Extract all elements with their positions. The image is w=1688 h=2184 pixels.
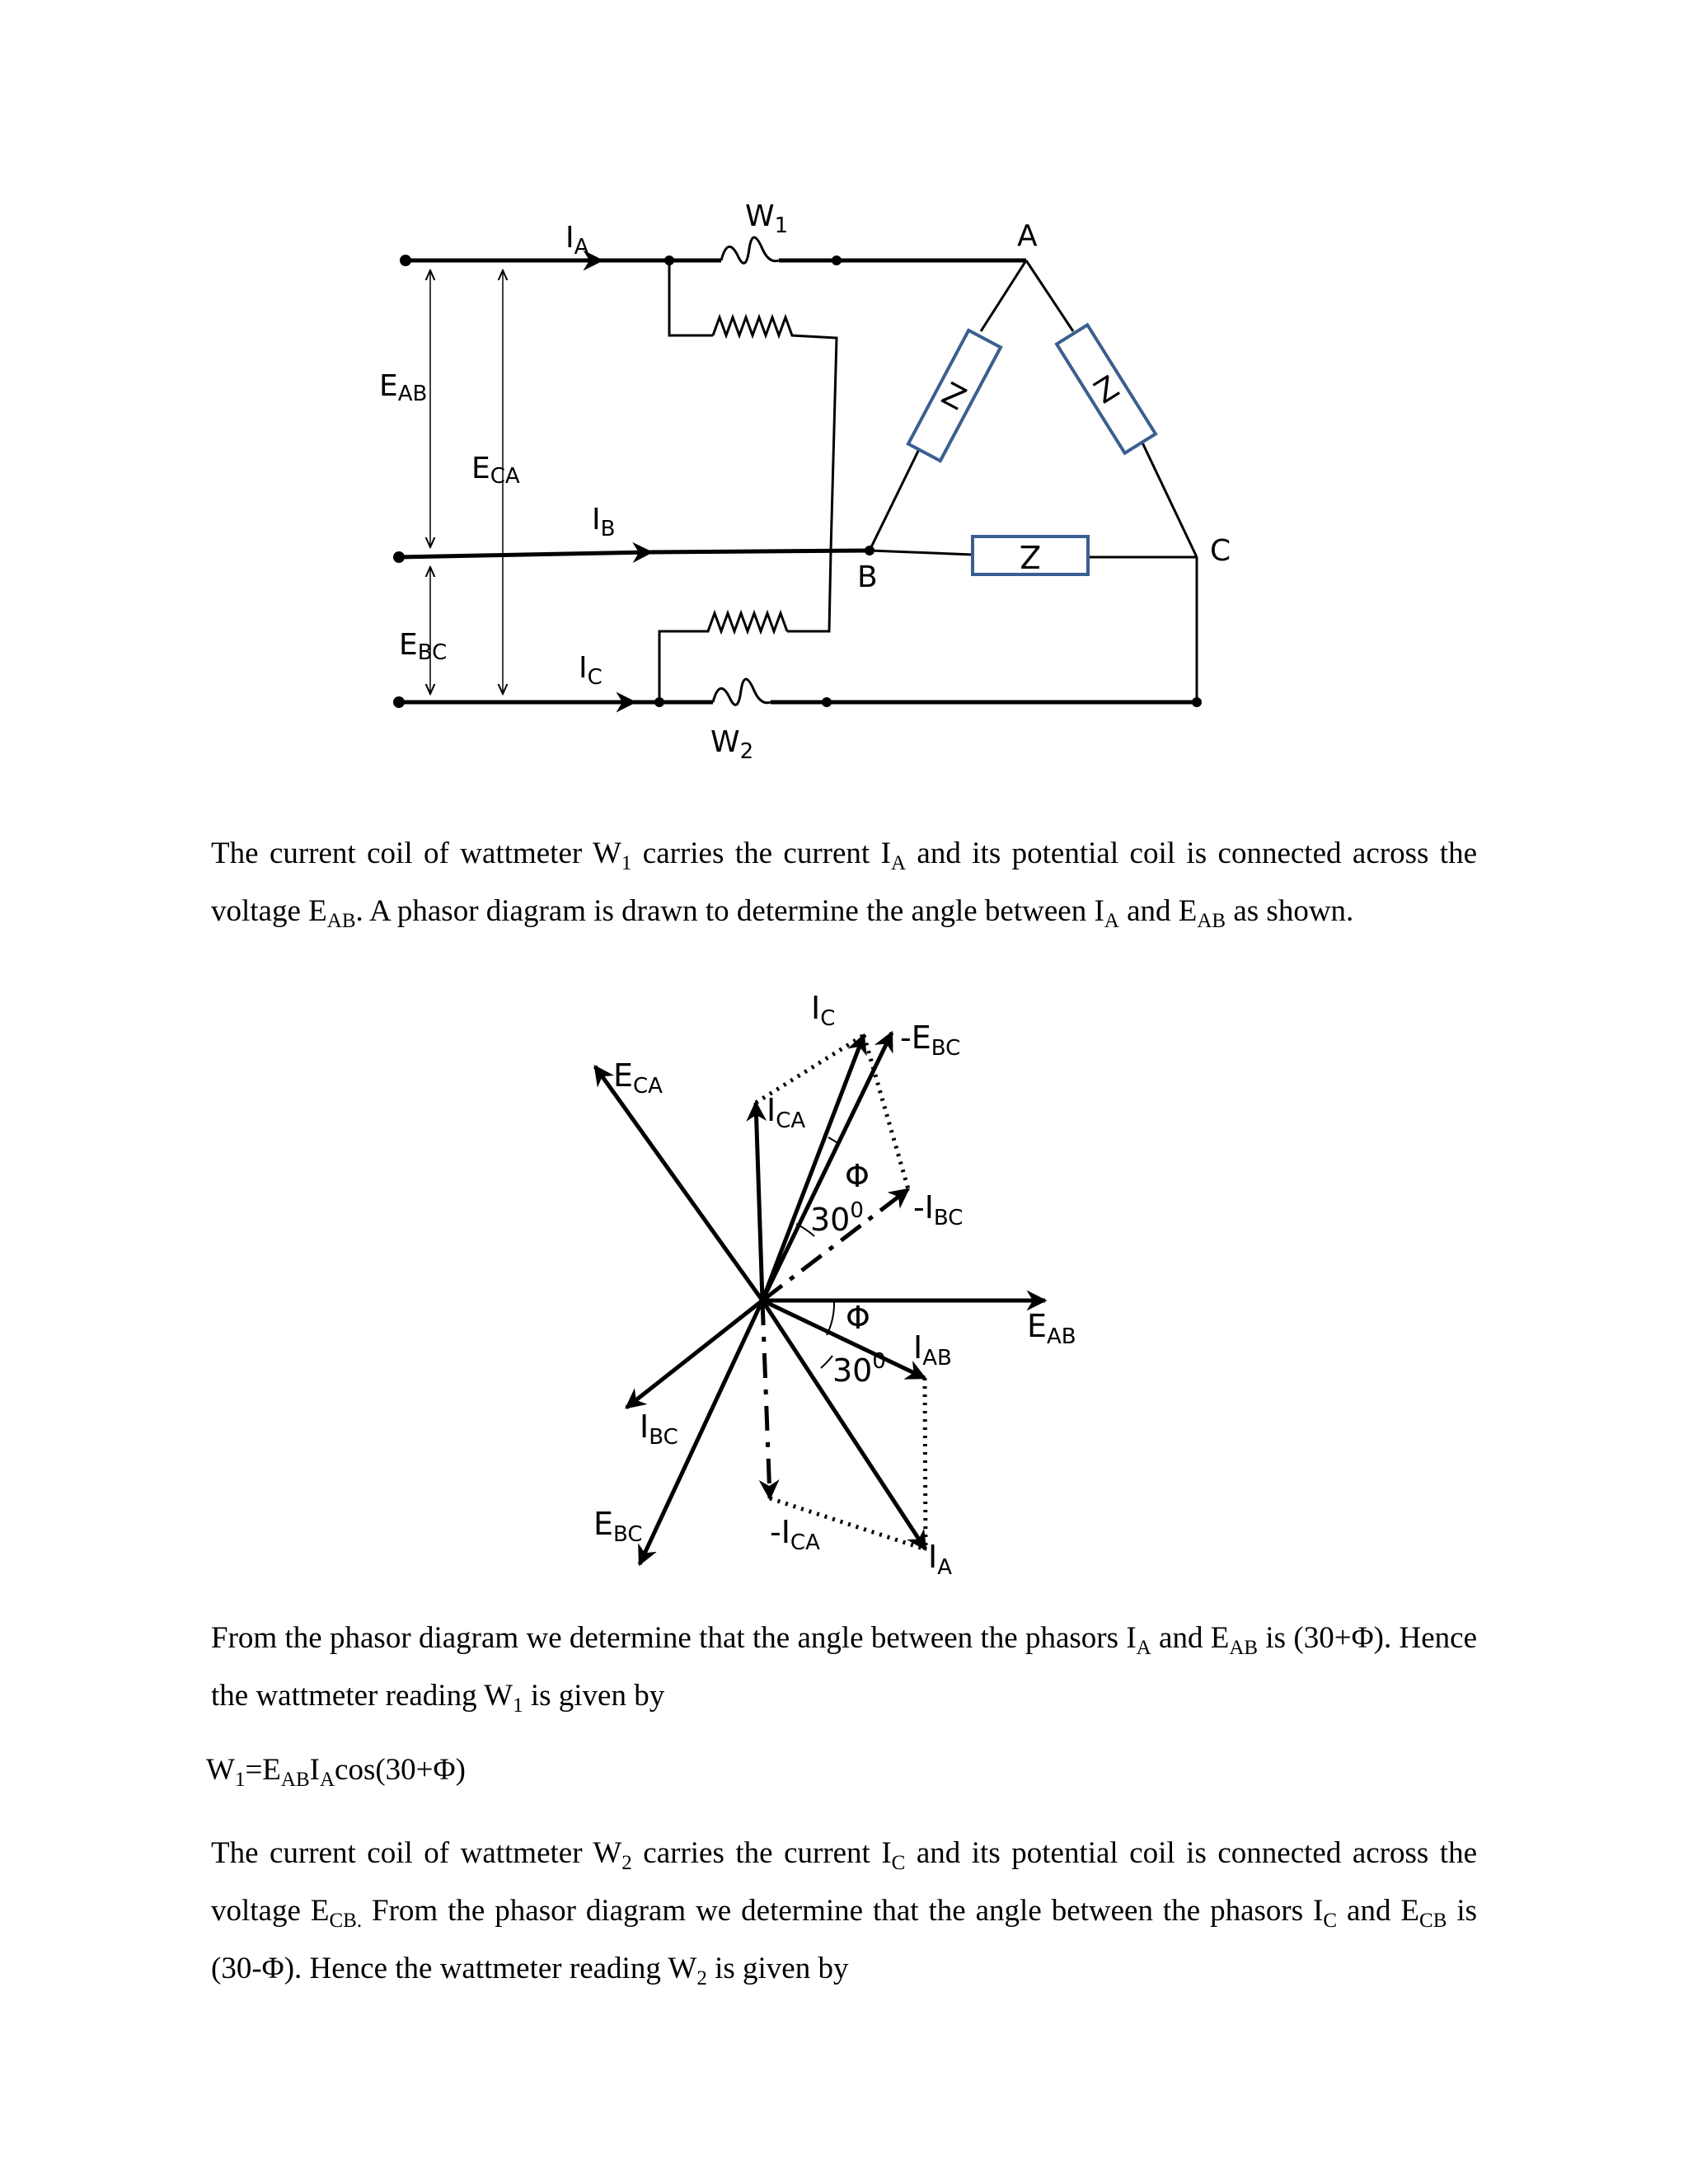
plabel-phi-lower: Φ (846, 1300, 870, 1336)
plabel-30-upper: $30^0$ (810, 1198, 864, 1238)
label-w2: $W_2$ (710, 725, 754, 764)
junction-w2-left (654, 697, 664, 707)
plabel-phi-upper: Φ (845, 1158, 870, 1194)
delta-ac-lower (1142, 441, 1197, 557)
phasor-diagram (595, 1033, 1045, 1564)
phasor-neg-ebc (762, 1033, 892, 1301)
delta-ab-upper (981, 260, 1026, 331)
dotted-ic-to-neg-ibc (864, 1035, 908, 1189)
phasor-ibc (626, 1301, 762, 1408)
label-w1: $W_1$ (745, 199, 789, 238)
plabel-neg-ibc: $-I_{BC}$ (913, 1189, 964, 1230)
line-b-cont (651, 551, 870, 552)
paragraph-phasor-result: From the phasor diagram we determine that the angle between the phasors $I_A$ and $E_{AB}$ is (30+Φ). Hence the wattmeter reading $W_1$ is given by (211, 1621, 1477, 1717)
plabel-neg-ebc: $-E_{BC}$ (900, 1019, 961, 1061)
plabel-neg-ica: $-I_{CA}$ (770, 1514, 820, 1555)
plabel-ica: $I_{CA}$ (767, 1092, 806, 1133)
circuit-labels (379, 199, 1231, 764)
junction-b (865, 546, 874, 555)
delta-ac-upper (1026, 260, 1073, 331)
terminal-a (400, 255, 411, 266)
plabel-ibc: $I_{BC}$ (640, 1408, 678, 1450)
svg-text:Z: Z (935, 375, 973, 418)
paragraph-w2: The current coil of wattmeter $W_2$ carries the current $I_C$ and its potential coil is connected across the voltage $E_{CB.}$ From the phasor diagram we determine that the angle between the phasors $I_C$ and $E_{CB}$ is (30-Φ). Hence the wattmeter reading $W_2$ is given by (211, 1836, 1478, 1990)
plabel-eab: $E_{AB}$ (1027, 1308, 1076, 1349)
terminal-b (393, 551, 405, 563)
plabel-ebc: $E_{BC}$ (593, 1506, 643, 1547)
junction-w2-right (822, 697, 832, 707)
w1-current-coil (721, 237, 779, 263)
line-b (399, 552, 651, 557)
w1-potential-coil (713, 317, 837, 551)
plabel-ia: $I_A$ (928, 1539, 953, 1580)
label-eca: ECA (471, 452, 520, 489)
paragraph-w1: The current coil of wattmeter $W_1$ carries the current $I_A$ and its potential coil is connected across the voltage $E_{AB}$. A phasor diagram is drawn to determine the angle between $I_A$ and $E_{AB}$ as shown. (211, 837, 1477, 932)
label-node-b: B (857, 560, 878, 594)
junction-w1-right (832, 255, 842, 265)
w2-current-coil (713, 679, 771, 705)
junction-w1-left (664, 255, 674, 265)
phasor-eca (595, 1066, 762, 1301)
w2-potential-tap (787, 551, 831, 631)
label-node-c: C (1210, 534, 1231, 568)
plabel-iab: $I_{AB}$ (913, 1329, 952, 1371)
svg-text:Z: Z (1019, 538, 1042, 574)
phasor-ica (756, 1103, 762, 1301)
phasor-neg-ica (762, 1301, 770, 1498)
terminal-c (393, 696, 405, 708)
plabel-30-lower: $30^0$ (832, 1349, 886, 1389)
delta-ab-lower (870, 441, 923, 551)
delta-bc-left (870, 551, 973, 555)
phasor-labels (593, 990, 1076, 1580)
label-node-a: A (1017, 219, 1038, 253)
junction-c (1192, 697, 1202, 707)
label-eab: EAB (379, 369, 428, 406)
plabel-eca: $E_{CA}$ (613, 1057, 663, 1099)
w1-potential-tap (669, 260, 713, 335)
formula-w1: $W_1=E_{AB}I_A\cos(30+\Phi)$ (206, 1753, 466, 1791)
svg-text:Z: Z (1087, 368, 1126, 411)
angle-arc-30-lower (821, 1356, 832, 1368)
impedance-bc (973, 537, 1088, 574)
dotted-iab-to-ia (925, 1378, 926, 1549)
label-ebc: EBC (399, 628, 448, 665)
impedance-ab (908, 330, 1001, 461)
impedance-ac (1057, 325, 1156, 453)
label-ic: $I_C$ (579, 651, 603, 690)
plabel-ic: $I_C$ (811, 990, 836, 1031)
label-ib: $I_B$ (592, 503, 616, 541)
label-ia: $I_A$ (565, 221, 589, 260)
